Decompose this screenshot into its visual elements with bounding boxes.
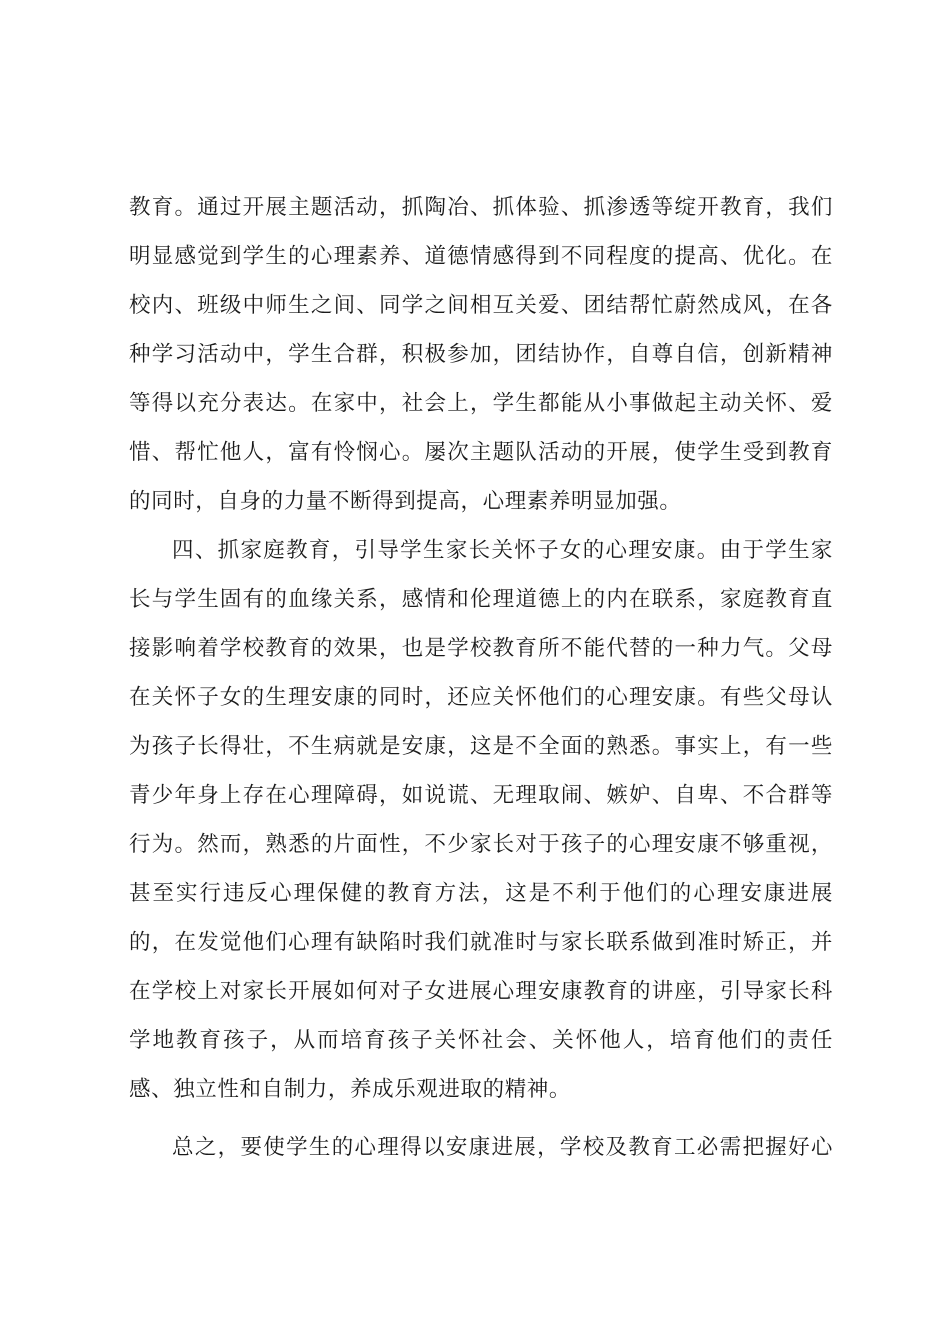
text-line: 甚至实行违反心理保健的教育方法，这是不利于他们的心理安康进展: [129, 881, 833, 906]
text-line: 青少年身上存在心理障碍，如说谎、无理取闹、嫉妒、自卑、不合群等: [129, 783, 833, 808]
text-line: 教育。通过开展主题活动，抓陶冶、抓体验、抓渗透等绽开教育，我们: [129, 195, 833, 220]
text-line: 总之，要使学生的心理得以安康进展，学校及教育工必需把握好心: [172, 1135, 833, 1160]
text-line: 明显感觉到学生的心理素养、道德情感得到不同程度的提高、优化。在: [129, 244, 833, 269]
text-line: 感、独立性和自制力，养成乐观进取的精神。: [129, 1077, 572, 1102]
text-line: 长与学生固有的血缘关系，感情和伦理道德上的内在联系，家庭教育直: [129, 587, 833, 612]
text-line: 校内、班级中师生之间、同学之间相互关爱、团结帮忙蔚然成风，在各: [129, 293, 833, 318]
text-line: 种学习活动中，学生合群，积极参加，团结协作，自尊自信，创新精神: [129, 342, 833, 367]
text-line: 在学校上对家长开展如何对子女进展心理安康教育的讲座，引导家长科: [129, 979, 833, 1004]
text-line: 接影响着学校教育的效果，也是学校教育所不能代替的一种力气。父母: [129, 636, 833, 661]
text-line: 在关怀子女的生理安康的同时，还应关怀他们的心理安康。有些父母认: [129, 685, 833, 710]
text-line: 的同时，自身的力量不断得到提高，心理素养明显加强。: [129, 489, 682, 514]
text-line: 惜、帮忙他人，富有怜悯心。屡次主题队活动的开展，使学生受到教育: [129, 440, 833, 465]
text-line: 等得以充分表达。在家中，社会上，学生都能从小事做起主动关怀、爱: [129, 391, 833, 416]
text-line: 行为。然而，熟悉的片面性，不少家长对于孩子的心理安康不够重视，: [129, 832, 833, 857]
text-line: 的，在发觉他们心理有缺陷时我们就准时与家长联系做到准时矫正，并: [129, 930, 833, 955]
text-line: 为孩子长得壮，不生病就是安康，这是不全面的熟悉。事实上，有一些: [129, 734, 833, 759]
text-line: 学地教育孩子，从而培育孩子关怀社会、关怀他人，培育他们的责任: [129, 1028, 833, 1053]
text-line: 四、抓家庭教育，引导学生家长关怀子女的心理安康。由于学生家: [172, 538, 833, 563]
